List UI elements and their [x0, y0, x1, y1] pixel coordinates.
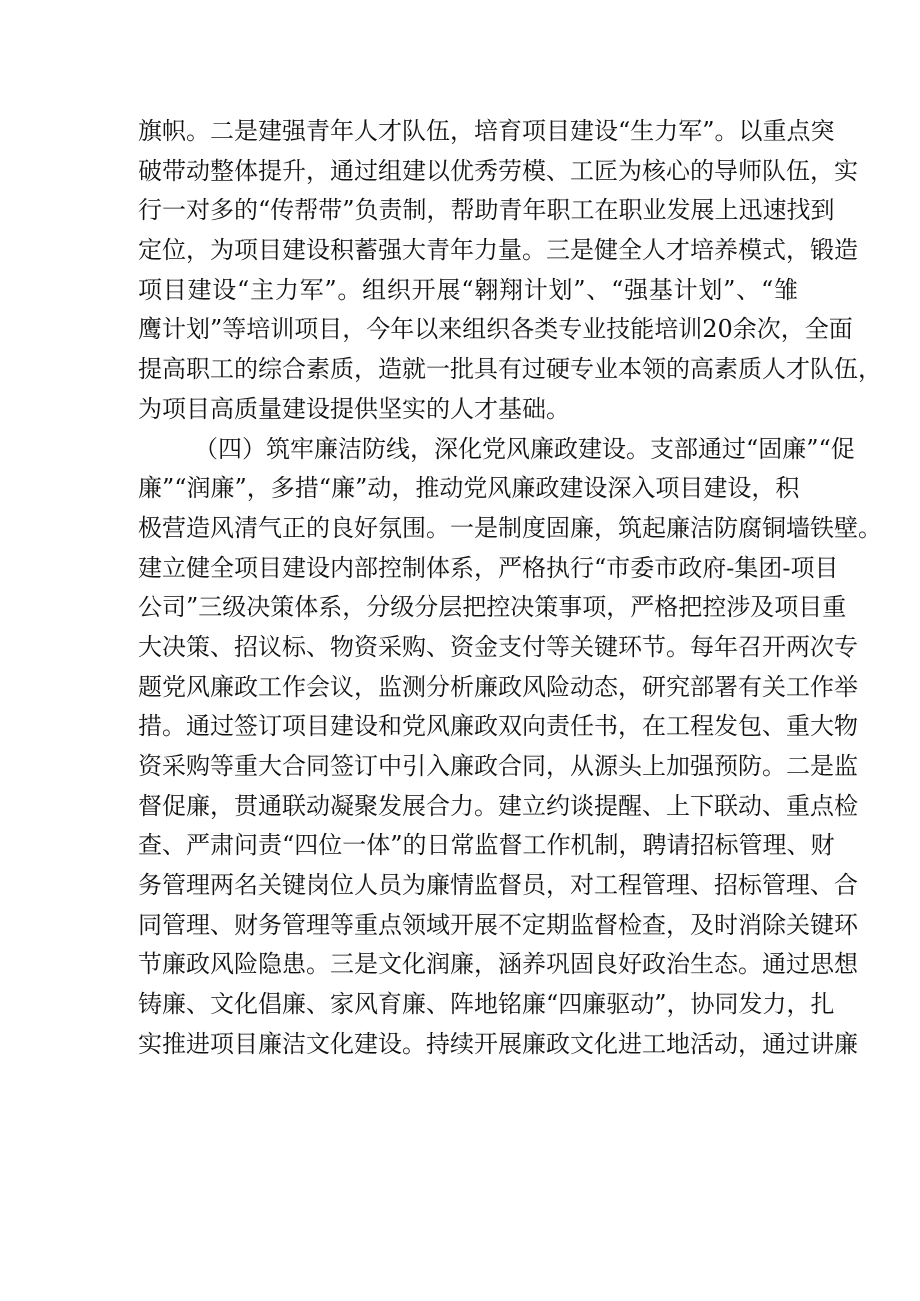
text-line: 措。通过签订项目建设和党风廉政双向责任书，在工程发包、重大物 [138, 712, 858, 741]
text-line: 节廉政风险隐患。三是文化润廉，涵养巩固良好政治生态。通过思想 [138, 950, 858, 979]
text-line: 题党风廉政工作会议，监测分析廉政风险动态，研究部署有关工作举 [138, 672, 858, 701]
text-line: 廉”“润廉”，多措“廉”动，推动党风廉政建设深入项目建设，积 [138, 474, 800, 503]
text-line: 铸廉、文化倡廉、家风育廉、阵地铭廉“四廉驱动”，协同发力，扎 [138, 990, 835, 1019]
text-line: 行一对多的“传帮带”负责制，帮助青年职工在职业发展上迅速找到 [138, 196, 835, 225]
text-line: 大决策、招议标、物资采购、资金支付等关键环节。每年召开两次专 [138, 632, 858, 661]
text-line: 破带动整体提升，通过组建以优秀劳模、工匠为核心的导师队伍，实 [138, 156, 858, 185]
text-line: 项目建设“主力军”。组织开展“翱翔计划”、“强基计划”、“雏 [138, 275, 798, 304]
text-line: 资采购等重大合同签订中引入廉政合同，从源头上加强预防。二是监 [138, 752, 858, 780]
text-line: 建立健全项目建设内部控制体系，严格执行“市委市政府-集团-项目 [138, 553, 839, 582]
text-line: 督促廉，贯通联动凝聚发展合力。建立约谈提醒、上下联动、重点检 [138, 791, 858, 820]
text-line: 提高职工的综合素质，造就一批具有过硬专业本领的高素质人才队伍， [138, 355, 882, 384]
text-line: 公司”三级决策体系，分级分层把控决策事项，严格把控涉及项目重 [138, 593, 847, 622]
text-line: 极营造风清气正的良好氛围。一是制度固廉，筑起廉洁防腐铜墙铁壁。 [138, 513, 882, 542]
body-text [138, 112, 882, 1065]
text-line: 务管理两名关键岗位人员为廉情监督员，对工程管理、招标管理、合 [138, 871, 858, 900]
text-line: 同管理、财务管理等重点领域开展不定期监督检查，及时消除关键环 [138, 910, 858, 939]
text-line: 查、严肃问责“四位一体”的日常监督工作机制，聘请招标管理、财 [138, 831, 835, 860]
text-line: 鹰计划”等培训项目，今年以来组织各类专业技能培训20余次，全面 [138, 315, 853, 344]
text-line: 为项目高质量建设提供坚实的人才基础。 [138, 394, 570, 423]
section-heading-line: （四）筑牢廉洁防线，深化党风廉政建设。支部通过“固廉”“促 [194, 434, 855, 463]
text-line: 旗帜。二是建强青年人才队伍，培育项目建设“生力军”。以重点突 [138, 117, 835, 145]
text-line: 实推进项目廉洁文化建设。持续开展廉政文化进工地活动，通过讲廉 [138, 1029, 858, 1058]
text-line: 定位，为项目建设积蓄强大青年力量。三是健全人才培养模式，锻造 [138, 236, 858, 265]
